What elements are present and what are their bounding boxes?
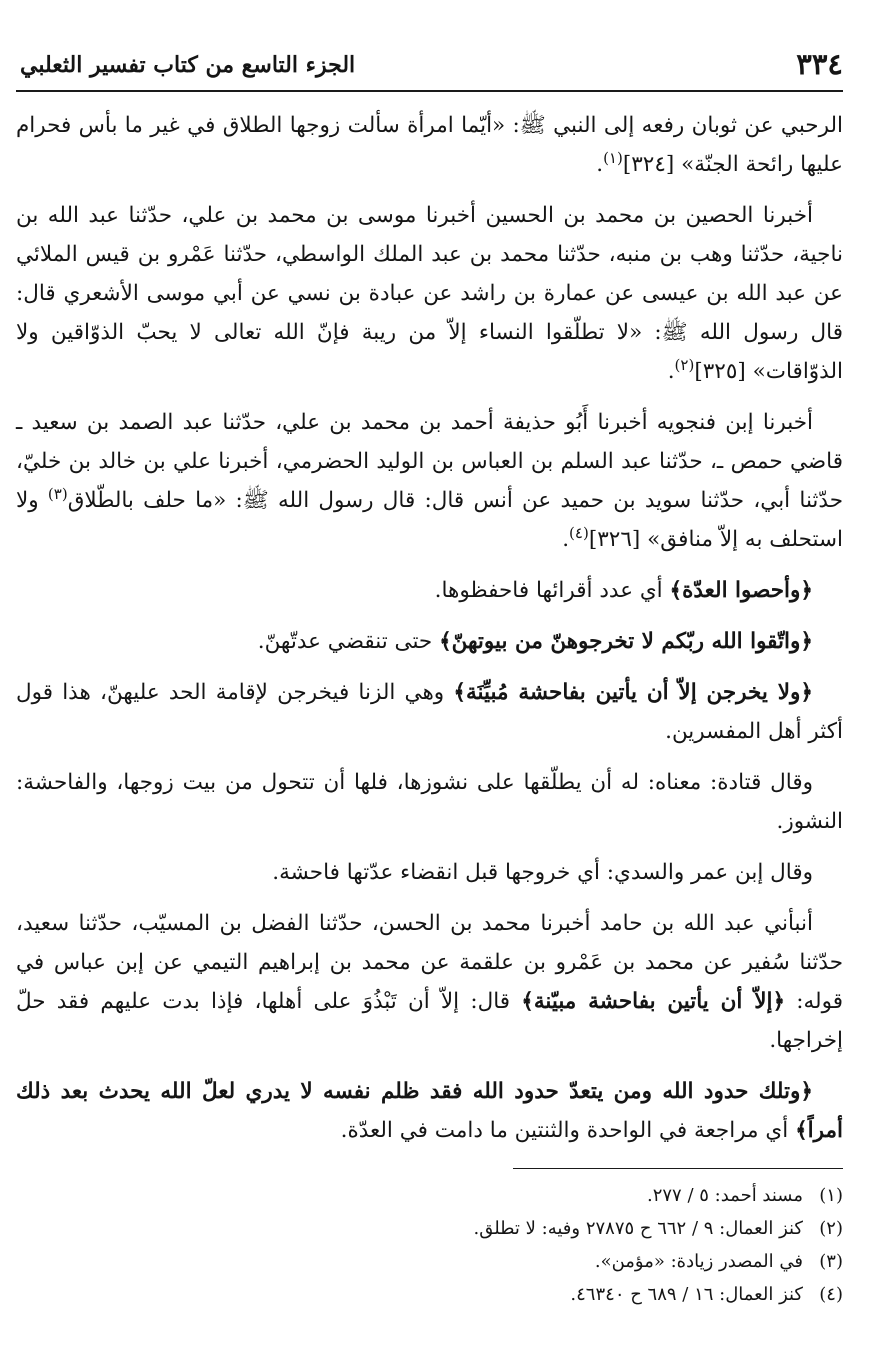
footnote-reference: (٣) xyxy=(47,484,68,503)
paragraph xyxy=(16,1072,843,1150)
footnote-number: (١) xyxy=(819,1185,843,1206)
page-body xyxy=(16,106,843,1150)
paragraph-text: . xyxy=(562,527,570,552)
paragraph-text: . xyxy=(596,152,604,177)
paragraph-text: أي مراجعة في الواحدة والثنتين ما دامت في العدّة. xyxy=(340,1118,796,1143)
paragraph xyxy=(16,571,843,610)
footnote-text: في المصدر زيادة: «مؤمن». xyxy=(594,1251,803,1272)
footnotes-list xyxy=(16,1179,843,1311)
paragraph-text: وهي الزنا فيخرجن لإقامة الحد عليهنّ، هذا قول أكثر أهل المفسرين. xyxy=(16,680,843,744)
quran-quote: ﴿واتّقوا الله ربّكم لا تخرجوهنّ من بيوتهنّ﴾ xyxy=(439,629,813,654)
paragraph-text: أي عدد أقرائها فاحفظوها. xyxy=(434,578,670,603)
footnote-divider xyxy=(513,1168,843,1169)
footnote-text: كنز العمال: ٩ / ٦٦٢ ح ٢٧٨٧٥ وفيه: لا تطلق. xyxy=(473,1218,803,1239)
paragraph-text: الرحبي عن ثوبان رفعه إلى النبي ﷺ: «أيّما امرأة سألت زوجها الطلاق في غير ما بأس فحرام عليها رائحة الجنّة» [٣٢٤] xyxy=(16,113,843,177)
paragraph-text: قال: إلاّ أن تَبْذُوَ على أهلها، فإذا بدت عليهم فقد حلّ إخراجها. xyxy=(16,989,843,1053)
paragraph xyxy=(16,763,843,841)
paragraph-text: ولا استحلف به إلاّ منافق» [٣٢٦] xyxy=(16,488,843,552)
quran-quote: ﴿إلاّ أن يأتين بفاحشة مبيّنة﴾ xyxy=(521,989,786,1014)
paragraph xyxy=(16,904,843,1060)
page-header xyxy=(16,46,843,92)
paragraph-text: وقال قتادة: معناه: له أن يطلّقها على نشوزها، فلها أن تتحول من بيت زوجها، والفاحشة: النشوز. xyxy=(16,770,843,834)
footnote xyxy=(16,1245,843,1278)
paragraph xyxy=(16,673,843,751)
footnote xyxy=(16,1212,843,1245)
running-title: الجزء التاسع من كتاب تفسير الثعلبي xyxy=(20,52,356,78)
paragraph-text: حتى تنقضي عدتّهنّ. xyxy=(257,629,440,654)
paragraph xyxy=(16,622,843,661)
footnote-text: مسند أحمد: ٥ / ٢٧٧. xyxy=(646,1185,803,1206)
footnote-number: (٤) xyxy=(819,1284,843,1305)
quran-quote: ﴿وأحصوا العدّة﴾ xyxy=(669,578,813,603)
paragraph-text: . xyxy=(667,359,675,384)
paragraph xyxy=(16,106,843,184)
paragraph-text: وقال إبن عمر والسدي: أي خروجها قبل انقضاء عدّتها فاحشة. xyxy=(272,860,813,885)
paragraph xyxy=(16,196,843,391)
footnote-reference: (٢) xyxy=(674,355,695,374)
paragraph-text: أخبرنا إبن فنجويه أخبرنا أَبُو حذيفة أحمد بن محمد بن علي، حدّثنا عبد الصمد بن سعيد ـ قاضي حمص ـ، حدّثنا عبد السلم بن العباس بن الوليد الحضرمي، أخبرنا علي بن خالد بن خليّ، حدّثنا أبي، حدّثنا سويد بن حميد عن أنس قال: قال رسول الله ﷺ: «ما حلف بالطّلاق xyxy=(16,410,843,513)
footnote-text: كنز العمال: ١٦ / ٦٨٩ ح ٤٦٣٤٠. xyxy=(570,1284,803,1305)
footnote-reference: (٤) xyxy=(569,523,589,542)
footnote xyxy=(16,1179,843,1212)
paragraph xyxy=(16,853,843,892)
paragraph-text: أخبرنا الحصين بن محمد بن الحسين أخبرنا موسى بن محمد بن علي، حدّثنا عبد الله بن ناجية، حدّثنا وهب بن منبه، حدّثنا محمد بن عبد الملك الواسطي، حدّثنا عَمْرو بن قيس الملائي عن عبد الله بن عيسى عن عمارة بن راشد عن عبادة بن نسي عن أبي موسى الأشعري قال: قال رسول الله ﷺ: «لا تطلّقوا النساء إلاّ من ريبة فإنّ الله تعالى لا يحبّ الذوّاقين ولا الذوّاقات» [٣٢٥] xyxy=(16,203,843,384)
footnote-number: (٢) xyxy=(819,1218,843,1239)
paragraph xyxy=(16,403,843,559)
quran-quote: ﴿وتلك حدود الله ومن يتعدّ حدود الله فقد ظلم نفسه لا يدري لعلّ الله يحدث بعد ذلك أمراً﴾ xyxy=(16,1079,843,1143)
quran-quote: ﴿ولا يخرجن إلاّ أن يأتين بفاحشة مُبيِّنَة﴾ xyxy=(453,680,813,705)
footnote-number: (٣) xyxy=(819,1251,843,1272)
paragraph-text: أنبأني عبد الله بن حامد أخبرنا محمد بن الحسن، حدّثنا الفضل بن المسيّب، حدّثنا سعيد، حدّثنا سُفير عن محمد بن عَمْرو بن علقمة عن محمد بن إبراهيم التيمي عن إبن عباس في قوله: xyxy=(16,911,843,1014)
page-number: ٣٣٤ xyxy=(796,47,843,81)
footnote xyxy=(16,1278,843,1311)
footnote-reference: (١) xyxy=(603,148,623,167)
